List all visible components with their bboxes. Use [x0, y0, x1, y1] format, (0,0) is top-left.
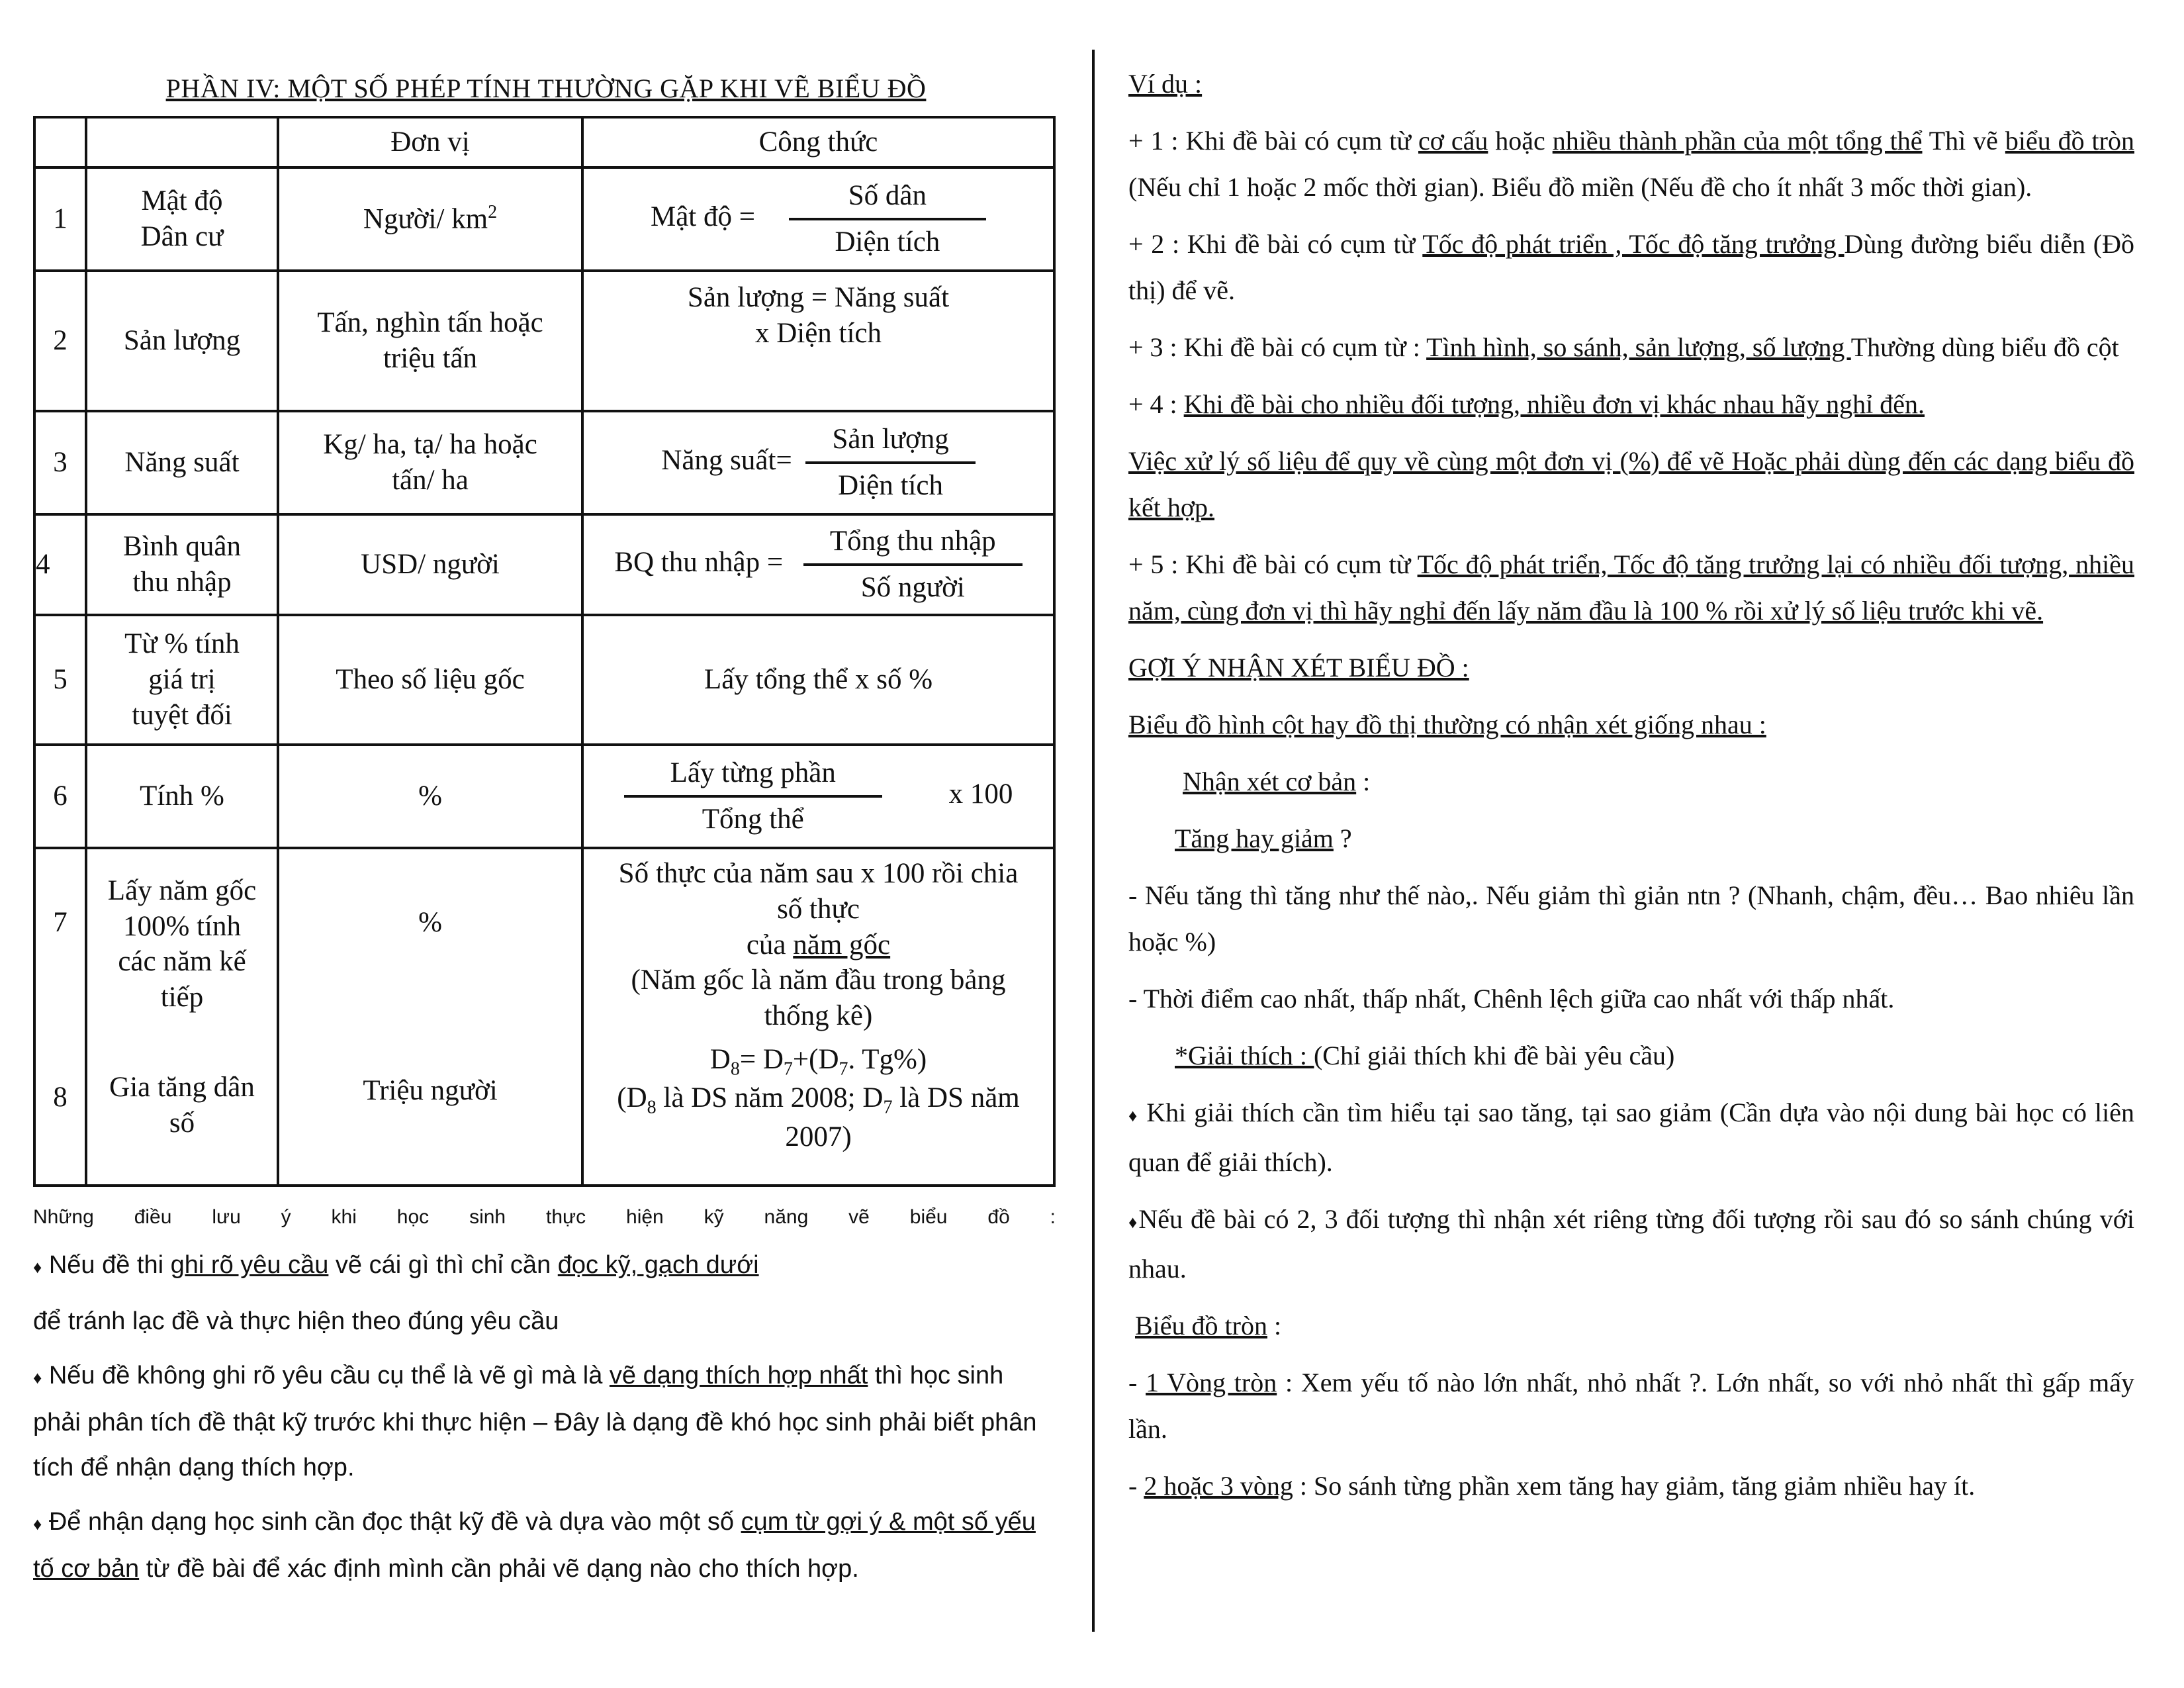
row-formula	[582, 167, 1054, 271]
row-name-line: số	[169, 1107, 195, 1139]
notes-section	[33, 1201, 1056, 1591]
paragraph	[1128, 541, 2134, 634]
row-names	[86, 848, 278, 1186]
bullet-icon: ♦	[33, 1368, 42, 1387]
subheading	[1128, 816, 2134, 862]
row-formula	[582, 514, 1054, 615]
left-column	[33, 73, 1059, 1601]
section-heading	[1128, 645, 2134, 691]
denominator: Diện tích	[838, 470, 943, 501]
note-text: thì học sinh phải phân tích đề thật kỹ trước khi thực hiện – Đây là dạng đề khó học sinh phải biết phân tích để nhận dạng thích hợp.	[33, 1362, 1037, 1481]
row-name	[86, 167, 278, 271]
formula-r7	[589, 856, 1048, 1034]
bullet-icon: ♦	[33, 1257, 42, 1277]
paragraph	[1128, 324, 2134, 371]
text: Khi giải thích cần tìm hiểu tại sao tăng, tại sao giảm (Cần dựa vào nội dung bài học có liên quan để giải thích).	[1128, 1098, 2134, 1177]
underlined: Tăng hay giảm	[1175, 823, 1334, 853]
formula-line: Số thực của năm sau x 100 rồi chia	[618, 858, 1019, 889]
calculation-table	[33, 116, 1056, 1187]
underlined: Tốc độ phát triển, Tốc độ tăng trưởng lại có nhiều đối tượng, nhiều năm, cùng đơn vị thì hãy nghỉ đến lấy năm đầu là 100 % rồi xử lý số liệu trước khi vẽ.	[1128, 549, 2135, 626]
text: :	[1267, 1311, 1282, 1340]
header-formula: Công thức	[582, 117, 1054, 167]
numerator: Số dân	[789, 178, 986, 220]
row-number: 1	[34, 167, 86, 271]
unit-line: tấn/ ha	[392, 465, 469, 496]
example-heading	[1128, 61, 2134, 107]
row-unit: Triệu người	[363, 1075, 498, 1106]
note-underlined: đọc kỹ, gạch dưới	[557, 1251, 759, 1279]
paragraph: - Nếu tăng thì tăng như thế nào,. Nếu giảm thì giản ntn ? (Nhanh, chậm, đều… Bao nhiêu lần hoặc %)	[1128, 880, 2134, 957]
table-row	[34, 411, 1054, 514]
underlined: Khi đề bài cho nhiều đối tượng, nhiều đơn vị khác nhau hãy nghỉ đến.	[1183, 389, 1925, 419]
row-name-line: Mật độ	[141, 185, 223, 217]
underlined: Biểu đồ hình cột hay đồ thị thường có nhận xét giống nhau :	[1128, 710, 1766, 739]
text: (Nếu chỉ 1 hoặc 2 mốc thời gian). Biểu đồ miền (Nếu đề cho ít nhất 3 mốc thời gian).	[1128, 172, 2032, 202]
formula-line: thống kê)	[764, 1000, 873, 1031]
formula-line: (Năm gốc là năm đầu trong bảng	[631, 964, 1006, 996]
text: + 4 :	[1128, 389, 1184, 419]
subscript: 8	[647, 1097, 657, 1118]
row-name-line: Gia tăng dân	[109, 1071, 255, 1103]
numerator: Lấy từng phần	[624, 755, 882, 798]
paragraph	[1128, 438, 2134, 531]
text: + 3 : Khi đề bài có cụm từ :	[1128, 332, 1427, 362]
text: : So sánh từng phần xem tăng hay giảm, tăng giảm nhiều hay ít.	[1293, 1471, 1976, 1501]
row-name	[93, 1070, 271, 1141]
row-name-line: tiếp	[160, 982, 204, 1013]
text: : Xem yếu tố nào lớn nhất, nhỏ nhất ?. Lớn nhất, so với nhỏ nhất thì gấp mấy lần.	[1128, 1368, 2134, 1444]
paragraph	[1128, 1196, 2134, 1292]
underlined: Tình hình, so sánh, sản lượng, số lượng	[1426, 332, 1851, 362]
formula-r8	[589, 1042, 1048, 1155]
note-text: Nếu đề không ghi rõ yêu cầu cụ thể là vẽ gì mà là	[48, 1362, 610, 1389]
row-formula: Lấy tổng thể x số %	[582, 615, 1054, 745]
table-row	[34, 271, 1054, 411]
paragraph: - Thời điểm cao nhất, thấp nhất, Chênh lệch giữa cao nhất với thấp nhất.	[1128, 984, 1895, 1013]
paragraph	[1128, 1090, 2134, 1186]
row-number: 7	[53, 907, 68, 939]
row-unit	[278, 167, 582, 271]
table-row-merged	[34, 848, 1054, 1186]
formula-underlined: năm gốc	[793, 929, 891, 961]
subscript: 7	[783, 1058, 793, 1080]
underlined: Biểu đồ tròn	[1135, 1311, 1267, 1340]
paragraph	[1128, 702, 2134, 748]
notes-heading: Những điều lưu ý khi học sinh thực hiện kỹ năng vẽ biểu đồ :	[33, 1206, 1056, 1228]
row-numbers	[34, 848, 86, 1186]
row-unit: Theo số liệu gốc	[278, 615, 582, 745]
formula-text: +(D	[792, 1043, 839, 1075]
row-unit: %	[418, 907, 442, 939]
note-underlined: cụm từ gợi ý & một số yếu tố cơ bản	[33, 1508, 1036, 1583]
paragraph	[1128, 118, 2134, 211]
row-name: Tính %	[86, 745, 278, 848]
unit-text: Người/ km	[363, 203, 488, 235]
row-name-line: tuyệt đối	[132, 699, 232, 731]
text: -	[1128, 1471, 1144, 1501]
column-divider	[1092, 50, 1095, 1632]
table-cell	[86, 117, 278, 167]
formula-text: . Tg%)	[848, 1043, 927, 1075]
numerator: Sản lượng	[805, 422, 975, 464]
fraction	[789, 178, 986, 260]
underlined: *Giải thích : (	[1175, 1041, 1323, 1070]
formula-text: 2007)	[785, 1121, 852, 1152]
underlined: cơ cấu	[1418, 126, 1488, 156]
note-text: Nếu đề thi	[48, 1251, 171, 1279]
row-name-line: Lấy năm gốc	[107, 874, 257, 906]
row-formula	[582, 411, 1054, 514]
table-cell	[34, 117, 86, 167]
table-row	[34, 514, 1054, 615]
underlined: 2 hoặc 3 vòng	[1144, 1471, 1293, 1501]
text: -	[1128, 1368, 1146, 1397]
row-number: 3	[34, 411, 86, 514]
table-row	[34, 745, 1054, 848]
section-heading: Ví dụ :	[1128, 69, 1203, 99]
paragraph	[1128, 221, 2134, 314]
row-name-line: Từ % tính	[124, 628, 240, 660]
row-unit: %	[278, 745, 582, 848]
text: ?	[1333, 823, 1352, 853]
text: + 5 : Khi đề bài có cụm từ	[1128, 549, 1418, 579]
row-units	[278, 848, 582, 1186]
text: + 1 : Khi đề bài có cụm từ	[1128, 126, 1419, 156]
unit-line: Kg/ ha, tạ/ ha hoặc	[323, 429, 537, 461]
bullet-icon: ♦	[1128, 1213, 1139, 1232]
note-underlined: ghi rõ yêu cầu	[170, 1251, 329, 1279]
right-column	[1128, 61, 2134, 1520]
note-item	[33, 1499, 1056, 1591]
subheading	[1128, 1303, 2134, 1349]
formula-line: x Diện tích	[754, 317, 882, 349]
note-text: từ đề bài để xác định mình cần phải vẽ dạng nào cho thích hợp.	[139, 1555, 859, 1583]
underlined: Nhận xét cơ bản	[1183, 767, 1357, 796]
text: Chỉ giải thích khi đề bài yêu cầu)	[1322, 1041, 1675, 1070]
text: Thường dùng biểu đồ cột	[1850, 332, 2119, 362]
formula-label: BQ thu nhập =	[614, 546, 784, 578]
row-number: 6	[34, 745, 86, 848]
row-formula	[582, 271, 1054, 411]
row-formulas	[582, 848, 1054, 1186]
row-name-line: Dân cư	[140, 221, 224, 252]
fraction	[624, 755, 882, 837]
subheading	[1128, 759, 2134, 805]
text: Nếu đề bài có 2, 3 đối tượng thì nhận xét riêng từng đối tượng rồi sau đó so sánh chúng với nhau.	[1128, 1204, 2134, 1284]
note-item: để tránh lạc đề và thực hiện theo đúng yêu cầu	[33, 1307, 559, 1335]
text: Thì vẽ	[1922, 126, 2005, 156]
underlined: nhiều thành phần của một tổng thể	[1552, 126, 1923, 156]
row-name-line: giá trị	[148, 664, 216, 696]
formula-line: Sản lượng = Năng suất	[687, 282, 950, 313]
row-name-line: các năm kế	[118, 946, 246, 978]
heading-text: GỢI Ý NHẬN XÉT BIỂU ĐỒ :	[1128, 653, 1469, 682]
paragraph	[1128, 381, 2134, 428]
underlined: biểu đồ tròn	[2005, 126, 2134, 156]
note-text: Để nhận dạng học sinh cần đọc thật kỹ đề và dựa vào một số	[48, 1508, 741, 1536]
paragraph	[1128, 1360, 2134, 1452]
formula-multiplier: x 100	[948, 778, 1013, 810]
note-underlined: vẽ dạng thích hợp nhất	[609, 1362, 868, 1389]
unit-superscript: 2	[488, 202, 498, 223]
subscript: 7	[839, 1058, 848, 1080]
row-unit	[278, 271, 582, 411]
text: Dùng đường biểu diễn (Đồ thị) để vẽ.	[1128, 229, 2134, 305]
formula-line: số thực	[777, 893, 860, 925]
row-unit: USD/ người	[278, 514, 582, 615]
subscript: 7	[883, 1097, 893, 1118]
row-name-line: 100% tính	[123, 910, 241, 942]
paragraph	[1128, 1033, 2134, 1079]
unit-line: Tấn, nghìn tấn hoặc	[317, 307, 543, 339]
table-row	[34, 167, 1054, 271]
row-name	[86, 514, 278, 615]
formula-text: (D	[617, 1082, 647, 1114]
denominator: Diện tích	[835, 226, 940, 258]
denominator: Số người	[860, 572, 965, 603]
table-header-row	[34, 117, 1054, 167]
bullet-icon: ♦	[33, 1514, 42, 1534]
text: :	[1356, 767, 1371, 796]
formula-line: của	[746, 929, 794, 961]
fraction	[805, 422, 975, 504]
underlined: 1 Vòng tròn	[1146, 1368, 1277, 1397]
formula-text: là DS năm	[892, 1082, 1020, 1114]
bullet-icon: ♦	[1128, 1106, 1139, 1125]
formula-label: Năng suất=	[661, 444, 792, 476]
unit-line: triệu tấn	[383, 343, 478, 374]
row-number: 5	[34, 615, 86, 745]
text: + 2 : Khi đề bài có cụm từ	[1128, 229, 1423, 259]
formula-text: D	[709, 1043, 731, 1075]
row-number: 8	[53, 1082, 68, 1113]
row-number: 2	[34, 271, 86, 411]
text: hoặc	[1488, 126, 1553, 156]
formula-label: Mật độ =	[650, 201, 756, 232]
underlined: Việc xử lý số liệu để quy về cùng một đơn vị (%) để vẽ Hoặc phải dùng đến các dạng biểu đồ kết hợp.	[1128, 446, 2134, 522]
underlined: Tốc độ phát triển , Tốc độ tăng trưởng	[1422, 229, 1844, 259]
row-number: 4	[34, 514, 86, 615]
page-title: PHẦN IV: MỘT SỐ PHÉP TÍNH THƯỜNG GẶP KHI VẼ BIỂU ĐỒ	[165, 73, 927, 103]
denominator: Tổng thể	[702, 804, 804, 835]
table-row	[34, 615, 1054, 745]
note-text: vẽ cái gì thì chỉ cần	[328, 1251, 558, 1279]
row-unit	[278, 411, 582, 514]
row-name: Sản lượng	[86, 271, 278, 411]
formula-text: là DS năm 2008; D	[656, 1082, 884, 1114]
formula-text: = D	[739, 1043, 784, 1075]
subscript: 8	[730, 1058, 740, 1080]
header-unit: Đơn vị	[278, 117, 582, 167]
note-item	[33, 1353, 1056, 1490]
row-name	[93, 873, 271, 1015]
row-name	[86, 615, 278, 745]
row-name: Năng suất	[86, 411, 278, 514]
row-name-line: Bình quân	[123, 531, 241, 563]
row-formula	[582, 745, 1054, 848]
numerator: Tổng thu nhập	[803, 524, 1023, 566]
fraction	[803, 524, 1023, 606]
row-name-line: thu nhập	[132, 567, 232, 598]
paragraph	[1128, 1463, 2134, 1509]
note-item	[33, 1243, 1056, 1289]
